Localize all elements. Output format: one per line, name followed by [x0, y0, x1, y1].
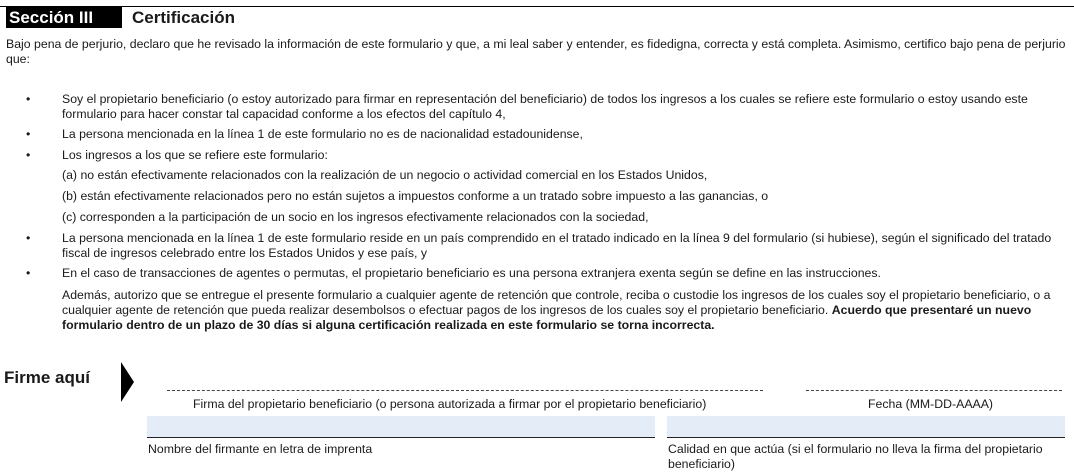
bullet-marker: •	[26, 92, 31, 106]
sign-arrow-icon	[121, 362, 134, 402]
income-sub-item-b: (b) están efectivamente relacionados pero no están sujetos a impuestos conforme a un tratado sobre impuesto a las ganancias, o	[62, 189, 769, 203]
income-sub-item-c: (c) corresponden a la participación de un socio en los ingresos efectivamente relacionados con la sociedad,	[62, 210, 649, 224]
closing-text: Además, autorizo que se entregue el presente formulario a cualquier agente de retención que controle, reciba o custodie los ingresos de los cuales soy el propietario beneficiario, o a cualquier agente de retención que pueda realizar desembolsos o efectuar pagos de los ingresos de los cuales soy el propietario beneficiario.	[62, 288, 1051, 317]
section-title: Certificación	[132, 8, 235, 27]
printed-name-field[interactable]	[147, 416, 655, 438]
section-header	[6, 7, 235, 28]
certification-item-income: Los ingresos a los que se refiere este formulario:	[62, 148, 328, 162]
date-line[interactable]	[806, 390, 1062, 391]
bullet-marker: •	[26, 266, 31, 280]
capacity-field[interactable]	[667, 416, 1065, 438]
date-label: Fecha (MM-DD-AAAA)	[868, 397, 994, 411]
closing-bold-text: Acuerdo que presentaré un nuevo formulario dentro de un plazo de 30 días si alguna certificación realizada en este formulario se torna incorrecta.	[62, 303, 1032, 332]
sign-here-label: Firme aquí	[4, 368, 90, 387]
signature-label: Firma del propietario beneficiario (o persona autorizada a firmar por el propietario beneficiario)	[193, 397, 707, 411]
income-sub-item-a: (a) no están efectivamente relacionados con la realización de un negocio o actividad comercial en los Estados Unidos,	[62, 168, 708, 182]
capacity-label: Calidad en que actúa (si el formulario no lleva la firma del propietario beneficiario)	[668, 442, 1043, 471]
closing-paragraph	[62, 288, 1070, 333]
certification-item-nationality: La persona mencionada en la línea 1 de este formulario no es de nacionalidad estadounidense,	[62, 127, 583, 141]
intro-paragraph: Bajo pena de perjurio, declaro que he revisado la información de este formulario y que, a mi leal saber y entender, es fidedigna, correcta y está completa. Asimismo, certifico bajo pena de perjurio que:	[6, 37, 1066, 66]
certification-item-owner: Soy el propietario beneficiario (o estoy autorizado para firmar en representación del beneficiario) de todos los ingresos a los cuales se refiere este formulario o estoy usando este formulario para hacer constar tal capacidad conforme a los efectos del capítulo 4,	[62, 92, 1028, 121]
section-badge: Sección III	[6, 7, 122, 28]
printed-name-label: Nombre del firmante en letra de imprenta	[148, 442, 373, 456]
certification-item-exempt: En el caso de transacciones de agentes o permutas, el propietario beneficiario es una persona extranjera exenta según se define en las instrucciones.	[62, 266, 881, 280]
bullet-marker: •	[26, 231, 31, 245]
signature-line[interactable]	[167, 390, 763, 391]
bullet-marker: •	[26, 127, 31, 141]
bullet-marker: •	[26, 148, 31, 162]
certification-item-treaty: La persona mencionada en la línea 1 de este formulario reside en un país comprendido en el tratado indicado en la línea 9 del formulario (si hubiese), según el significado del tratado fiscal de ingresos celebrado entre los Estados Unidos y ese país, y	[62, 231, 1052, 260]
